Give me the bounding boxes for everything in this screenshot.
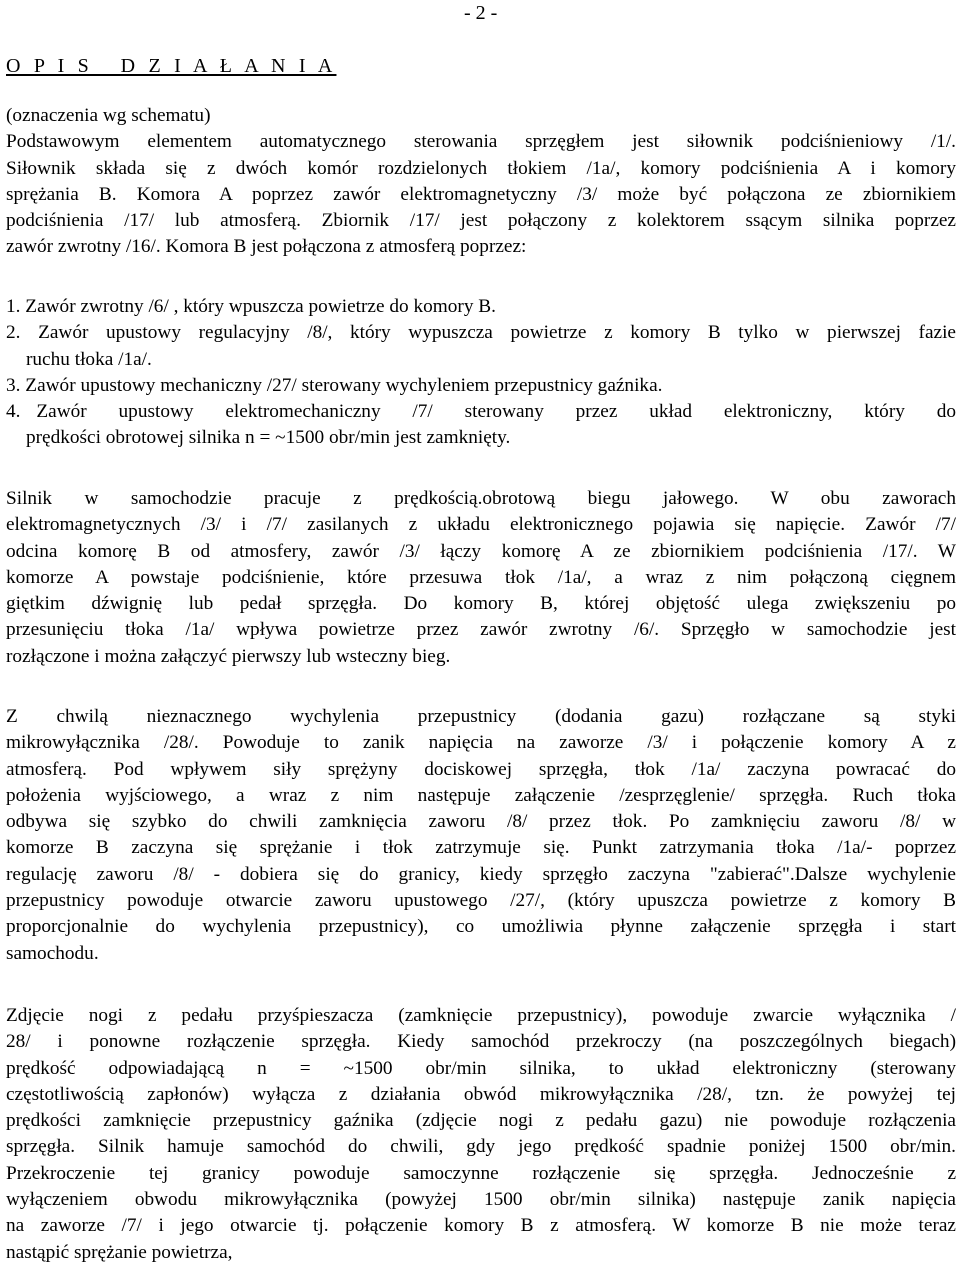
list-text: prędkości obrotowej silnika n = ~1500 obr/min jest zamknięty. — [26, 427, 511, 449]
intro-section — [6, 103, 956, 261]
paragraph-1 — [6, 486, 956, 670]
text-line: mikrowyłącznika /28/. Powoduje to zanik napięcia na zaworze /3/ i połączenie komory A z — [6, 732, 956, 754]
text-line: elektromagnetycznych /3/ i /7/ zasilanych z układu elektronicznego pojawia się napięcie. Zawór /7/ — [6, 514, 956, 536]
text-line: odcina komorę B od atmosfery, zawór /3/ łączy komorę A ze zbiornikiem podciśnienia /17/. W — [6, 540, 956, 562]
paragraph-3 — [6, 1003, 956, 1266]
text-line: rozłączone i można załączyć pierwszy lub wsteczny bieg. — [6, 645, 451, 667]
text-line: prędkości zamknięcie przepustnicy gaźnika (zdjęcie nogi z pedału gazu) nie powoduje rozłączenia — [6, 1110, 956, 1132]
page-number: - 2 - — [464, 2, 498, 24]
text-line: samochodu. — [6, 942, 99, 964]
text-line: przepustnicy powoduje otwarcie zaworu upustowego /27/, (który upuszcza powietrze z komory B — [6, 890, 956, 912]
list-text: Zawór zwrotny /6/ , który wpuszcza powietrze do komory B. — [25, 296, 496, 317]
text-line: Podstawowym elementem automatycznego sterowania sprzęgłem jest siłownik podciśnieniowy /1/. — [6, 131, 956, 153]
section-title: O P I S D Z I A Ł A N I A — [6, 55, 337, 77]
text-line: na zaworze /7/ i jego otwarcie tj. połączenie komory B z atmosferą. W komorze B nie może teraz — [6, 1215, 956, 1237]
text-line: położenia wyjściowego, a wraz z nim następuje załączenie /zesprzęglenie/ sprzęgła. Ruch tłoka — [6, 784, 956, 806]
text-line: Silnik w samochodzie pracuje z prędkością.obrotową biegu jałowego. W obu zaworach — [6, 488, 956, 509]
paragraph-2 — [6, 704, 956, 967]
list-item — [6, 373, 956, 399]
list-number: 1. — [6, 296, 21, 317]
text-line: Z chwilą nieznacznego wychylenia przepustnicy (dodania gazu) rozłączane są styki — [6, 706, 956, 727]
text-line: sprzęgła. Silnik hamuje samochód do chwili, gdy jego prędkość spadnie poniżej 1500 obr/min. — [6, 1136, 956, 1158]
valve-list — [6, 294, 956, 452]
text-line: regulację zaworu /8/ - dobiera się do granicy, kiedy sprzęgło zaczyna "zabierać".Dalsze wychylenie — [6, 863, 956, 885]
text-line: odbywa się szybko do chwili zamknięcia zaworu /8/ przez tłok. Po zamknięciu zaworu /8/ w — [6, 811, 956, 833]
schema-note: (oznaczenia wg schematu) — [6, 105, 211, 126]
text-line: sprężania B. Komora A poprzez zawór elektromagnetyczny /3/ może być połączona ze zbiornikiem — [6, 183, 956, 205]
list-text: Zawór upustowy regulacyjny /8/, który wypuszcza powietrze z komory B tylko w pierwszej fazie — [38, 322, 956, 344]
list-item — [6, 399, 956, 452]
text-line: przesunięciu tłoka /1a/ wpływa powietrze przez zawór zwrotny /6/. Sprzęgło w samochodzie jest — [6, 619, 956, 641]
text-line: zawór zwrotny /16/. Komora B jest połączona z atmosferą poprzez: — [6, 236, 527, 258]
text-line: częstotliwością zapłonów) wyłącza z działania obwód mikrowyłącznika /28/, tzn. że powyżej tej — [6, 1083, 956, 1105]
list-item — [6, 294, 956, 320]
list-number: 4. — [6, 401, 21, 423]
text-line: wyłączeniem obwodu mikrowyłącznika (powyżej 1500 obr/min silnika) następuje zanik napięcia — [6, 1189, 956, 1211]
text-line: 28/ i ponowne rozłączenie sprzęgła. Kiedy samochód przekroczy (na poszczególnych biegach) — [6, 1031, 956, 1053]
text-line: prędkość odpowiadającą n = ~1500 obr/min silnika, to układ elektroniczny (sterowany — [6, 1057, 956, 1079]
intro-paragraph — [6, 129, 956, 260]
list-text: Zawór upustowy mechaniczny /27/ sterowany wychyleniem przepustnicy gaźnika. — [25, 374, 663, 396]
list-text: Zawór upustowy elektromechaniczny /7/ sterowany przez układ elektroniczny, który do — [36, 401, 956, 423]
list-item — [6, 320, 956, 373]
text-line: Zdjęcie nogi z pedału przyśpieszacza (zamknięcie przepustnicy), powoduje zwarcie wyłącznika / — [6, 1005, 956, 1026]
text-line: komorze A powstaje podciśnienie, które przesuwa tłok /1a/, a wraz z nim połączoną cięgnem — [6, 566, 956, 588]
list-text: ruchu tłoka /1a/. — [26, 348, 152, 370]
text-line: giętkim dźwignię lub pedał sprzęgła. Do komory B, której objętość ulega zwiększeniu po — [6, 593, 956, 615]
body-paragraph — [6, 704, 956, 967]
text-line: podciśnienia /17/ lub atmosferą. Zbiornik /17/ jest połączony z kolektorem ssącym silnika poprzez — [6, 210, 956, 232]
body-paragraph — [6, 486, 956, 670]
text-line: nastąpić sprężanie powietrza, — [6, 1241, 233, 1263]
text-line: komorze B zaczyna się sprężanie i tłok zatrzymuje się. Punkt zatrzymania tłoka /1a/- poprzez — [6, 837, 956, 859]
text-line: atmosferą. Pod wpływem siły sprężyny dociskowej sprzęgła, tłok /1a/ zaczyna powracać do — [6, 758, 956, 780]
text-line: Siłownik składa się z dwóch komór rozdzielonych tłokiem /1a/, komory podciśnienia A i komory — [6, 157, 956, 179]
list-number: 2. — [6, 322, 21, 344]
text-line: proporcjonalnie do wychylenia przepustnicy), co umożliwia płynne załączenie sprzęgła i start — [6, 916, 956, 938]
text-line: Przekroczenie tej granicy powoduje samoczynne rozłączenie się sprzęgła. Jednocześnie z — [6, 1162, 956, 1184]
list-number: 3. — [6, 374, 21, 396]
body-paragraph — [6, 1003, 956, 1266]
